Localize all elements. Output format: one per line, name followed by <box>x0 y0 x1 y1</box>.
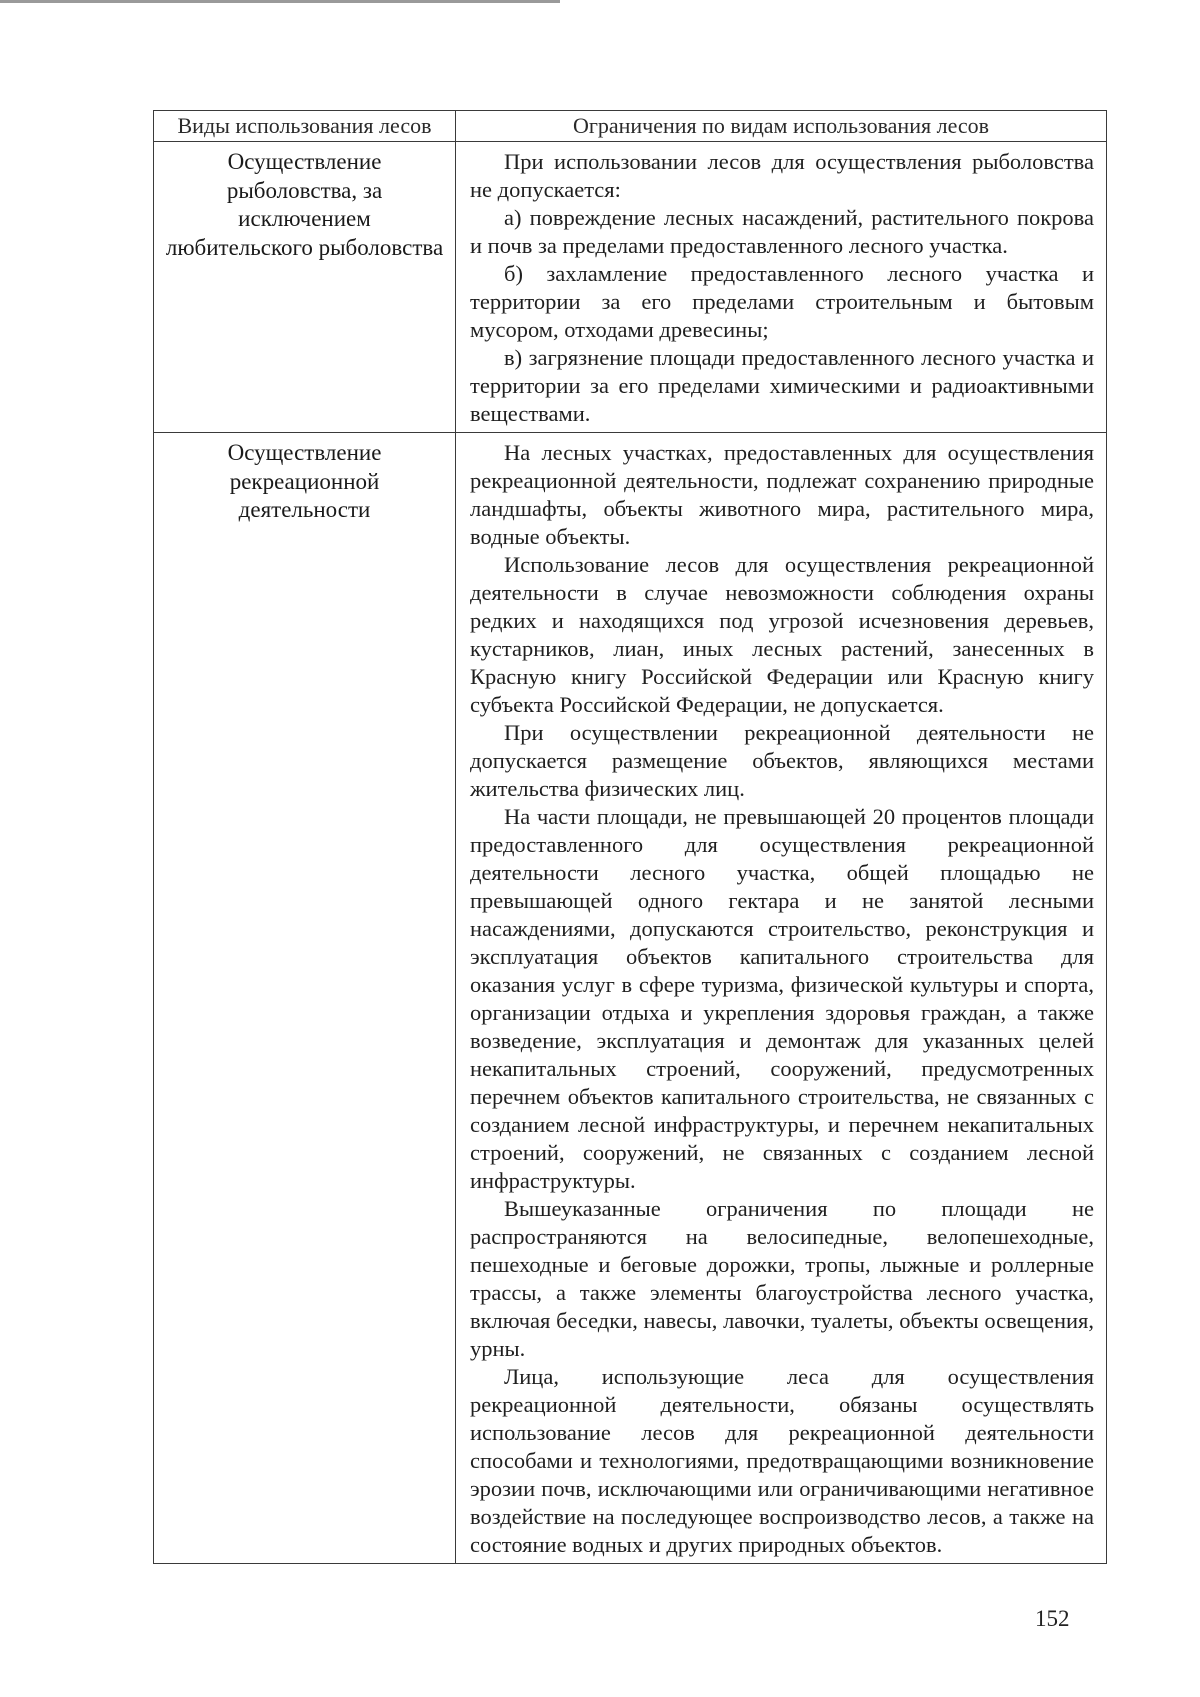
forest-use-kind-cell: Осуществление рыболовства, за исключением любительского рыболовства <box>154 142 456 433</box>
restriction-paragraph: Использование лесов для осуществления рекреационной деятельности в случае невозможности соблюдения охраны редких и находящихся под угрозой исчезновения деревьев, кустарников, лиан, иных лесных растений, занесенных в Красную книгу Российской Федерации или Красную книгу субъекта Российской Федерации, не допускается. <box>470 552 1094 717</box>
restrictions-cell <box>456 433 1107 1564</box>
restriction-paragraph: Вышеуказанные ограничения по площади не распространяются на велосипедные, велопешеходные, пешеходные и беговые дорожки, тропы, лыжные и роллерные трассы, а также элементы благоустройства лесного участка, включая беседки, навесы, лавочки, туалеты, объекты освещения, урны. <box>470 1196 1094 1361</box>
restriction-paragraph: На части площади, не превышающей 20 процентов площади предоставленного для осуществления рекреационной деятельности лесного участка, общей площадью не превышающей одного гектара и не занятой лесными насаждениями, допускаются строительство, реконструкция и эксплуатация объектов капитального строительства для оказания услуг в сфере туризма, физической культуры и спорта, организации отдыха и укрепления здоровья граждан, а также возведение, эксплуатация и демонтаж для указанных целей некапитальных строений, сооружений, предусмотренных перечнем объектов капитального строительства, не связанных с созданием лесной инфраструктуры, и перечнем некапитальных строений, сооружений, не связанных с созданием лесной инфраструктуры. <box>470 804 1094 1193</box>
forest-use-kind-cell: Осуществление рекреационной деятельности <box>154 433 456 1564</box>
restriction-paragraph: При осуществлении рекреационной деятельности не допускается размещение объектов, являющихся местами жительства физических лиц. <box>470 720 1094 801</box>
restrictions-cell <box>456 142 1107 433</box>
restriction-paragraph: б) захламление предоставленного лесного участка и территории за его пределами строительным и бытовым мусором, отходами древесины; <box>470 261 1094 342</box>
column-header-restrictions: Ограничения по видам использования лесов <box>456 111 1107 142</box>
restriction-paragraph: На лесных участках, предоставленных для осуществления рекреационной деятельности, подлежат сохранению природные ландшафты, объекты животного мира, растительного мира, водные объекты. <box>470 440 1094 549</box>
table-header-row <box>154 111 1107 142</box>
restriction-paragraph: в) загрязнение площади предоставленного лесного участка и территории за его пределами химическими и радиоактивными веществами. <box>470 345 1094 426</box>
scan-edge-line <box>0 0 560 3</box>
restriction-paragraph: Лица, использующие леса для осуществления рекреационной деятельности, обязаны осуществлять использование лесов для рекреационной деятельности способами и технологиями, предотвращающими возникновение эрозии почв, исключающими или ограничивающими негативное воздействие на последующее воспроизводство лесов, а также на состояние водных и других природных объектов. <box>470 1364 1094 1557</box>
page-number: 152 <box>1035 1606 1070 1631</box>
column-header-kinds: Виды использования лесов <box>154 111 456 142</box>
restriction-paragraph: При использовании лесов для осуществления рыболовства не допускается: <box>470 149 1094 202</box>
table-row <box>154 142 1107 433</box>
table-row <box>154 433 1107 1564</box>
restriction-paragraph: а) повреждение лесных насаждений, растительного покрова и почв за пределами предоставленного лесного участка. <box>470 205 1094 258</box>
forest-use-restrictions-table <box>153 110 1107 1564</box>
